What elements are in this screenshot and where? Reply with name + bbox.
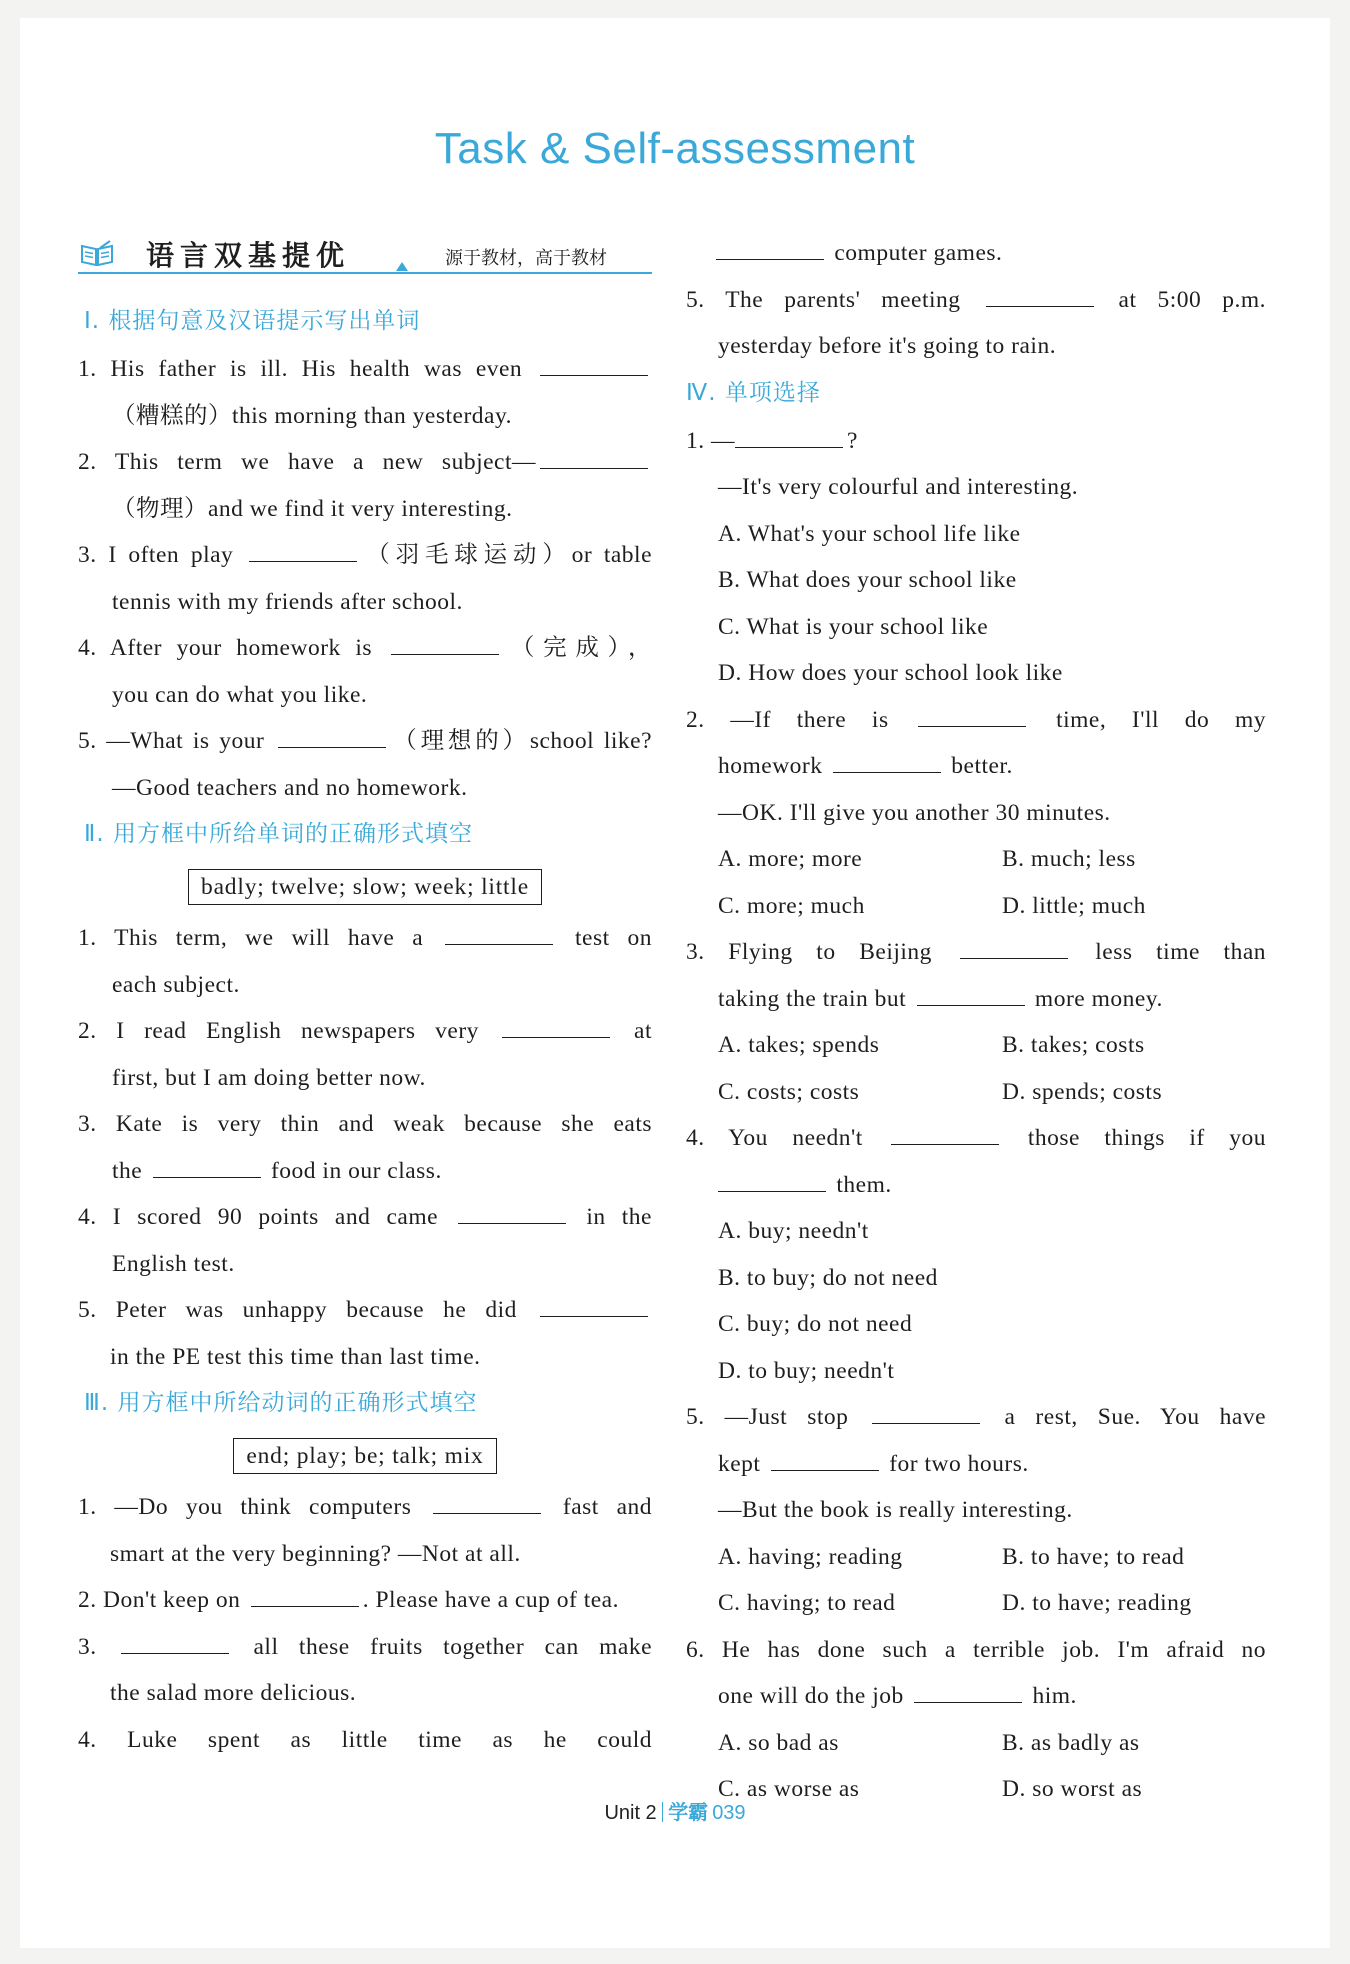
s4-q2-options-row2 — [686, 883, 1266, 930]
s3-q1-line2: smart at the very beginning? —Not at all. — [110, 1540, 521, 1567]
answer-blank[interactable] — [502, 1014, 610, 1038]
footer-divider — [662, 1802, 664, 1822]
answer-blank[interactable] — [251, 1583, 359, 1607]
s3-q4-line1: 4. Luke spent as little time as he could — [78, 1726, 652, 1753]
section-3-heading: Ⅲ. 用方框中所给动词的正确形式填空 — [84, 1390, 478, 1416]
answer-blank[interactable] — [433, 1490, 541, 1514]
s4-q5-options-row1 — [686, 1534, 1266, 1581]
s4-q1-option-c[interactable]: C. What is your school like — [718, 613, 989, 640]
s4-q4-option-a[interactable]: A. buy; needn't — [718, 1218, 869, 1244]
s3-q5-line2: yesterday before it's going to rain. — [718, 333, 1057, 359]
answer-blank[interactable] — [445, 921, 553, 945]
left-column — [78, 230, 652, 1763]
s4-q6-stem-2: one will do the job him. — [686, 1673, 1266, 1720]
answer-blank[interactable] — [718, 1168, 826, 1192]
s4-q4-option-d[interactable]: D. to buy; needn't — [718, 1357, 895, 1384]
s4-q1-stem: 1. — ? — [686, 418, 1266, 465]
s4-q1-reply: —It's very colourful and interesting. — [718, 474, 1079, 500]
s4-q6-option-c[interactable]: C. as worse as — [718, 1776, 860, 1802]
s4-q5-option-a[interactable]: A. having; reading — [718, 1543, 903, 1570]
s2-q3-line2: the food in our class. — [78, 1148, 652, 1195]
answer-blank[interactable] — [716, 236, 824, 260]
answer-blank[interactable] — [540, 352, 648, 376]
s4-q5-stem-2: kept for two hours. — [686, 1441, 1266, 1488]
s4-q3-option-b[interactable]: B. takes; costs — [1002, 1032, 1145, 1058]
s3-q5-line1: 5. The parents' meeting at 5:00 p.m. — [686, 277, 1266, 324]
s3-q3-line1: 3. all these fruits together can make — [78, 1624, 652, 1671]
verb-box: end; play; be; talk; mix — [233, 1438, 496, 1474]
s4-q6-option-d[interactable]: D. so worst as — [1002, 1776, 1143, 1802]
s4-q6-options-row1 — [686, 1720, 1266, 1767]
triangle-marker-icon — [396, 262, 408, 271]
s4-q4-stem: 4. You needn't those things if you — [686, 1115, 1266, 1162]
s1-q2-line2: （物理）and we find it very interesting. — [112, 495, 513, 522]
section-2-heading: Ⅱ. 用方框中所给单词的正确形式填空 — [84, 821, 473, 847]
banner-subtitle: 源于教材，高于教材 — [445, 248, 607, 269]
s4-q5-reply: —But the book is really interesting. — [718, 1497, 1073, 1523]
answer-blank[interactable] — [458, 1200, 566, 1224]
s1-q5-line1: 5. —What is your （理想的）school like? — [78, 718, 652, 765]
s4-q5-option-c[interactable]: C. having; to read — [718, 1590, 896, 1616]
s4-q5-option-b[interactable]: B. to have; to read — [1002, 1543, 1185, 1570]
s4-q5-stem: 5. —Just stop a rest, Sue. You have — [686, 1394, 1266, 1441]
s3-q4-line2: computer games. — [686, 230, 1266, 277]
answer-blank[interactable] — [735, 424, 843, 448]
s1-q1-line1: 1. His father is ill. His health was even — [78, 346, 652, 393]
answer-blank[interactable] — [771, 1447, 879, 1471]
s4-q6-stem: 6. He has done such a terrible job. I'm afraid no — [686, 1636, 1266, 1663]
s4-q6-option-b[interactable]: B. as badly as — [1002, 1729, 1140, 1756]
s1-q4-line2: you can do what you like. — [112, 681, 368, 708]
page-number: 039 — [712, 1802, 746, 1824]
s1-q1-line2: （糟糕的）this morning than yesterday. — [112, 402, 513, 429]
answer-blank[interactable] — [914, 1679, 1022, 1703]
s4-q2-option-b[interactable]: B. much; less — [1002, 846, 1136, 872]
s4-q3-stem-2: taking the train but more money. — [686, 976, 1266, 1023]
s2-q5-line1: 5. Peter was unhappy because he did — [78, 1287, 652, 1334]
word-box: badly; twelve; slow; week; little — [188, 869, 542, 905]
answer-blank[interactable] — [833, 749, 941, 773]
s4-q3-option-a[interactable]: A. takes; spends — [718, 1032, 880, 1058]
footer-unit: Unit 2 — [604, 1802, 657, 1824]
s4-q1-option-b[interactable]: B. What does your school like — [718, 567, 1017, 593]
section-banner — [78, 230, 652, 274]
s4-q2-stem-2: homework better. — [686, 743, 1266, 790]
s1-q3-line2: tennis with my friends after school. — [112, 588, 463, 615]
s4-q3-options-row1 — [686, 1022, 1266, 1069]
s2-q4-line1: 4. I scored 90 points and came in the — [78, 1194, 652, 1241]
s4-q1-option-a[interactable]: A. What's your school life like — [718, 520, 1021, 547]
s4-q5-option-d[interactable]: D. to have; reading — [1002, 1590, 1192, 1616]
answer-blank[interactable] — [540, 1293, 648, 1317]
s4-q2-option-a[interactable]: A. more; more — [718, 846, 863, 872]
s1-q4-line1: 4. After your homework is （完成）， — [78, 625, 652, 672]
answer-blank[interactable] — [391, 631, 499, 655]
page-title: Task & Self-assessment — [434, 124, 916, 173]
s4-q2-stem: 2. —If there is time, I'll do my — [686, 697, 1266, 744]
s3-q1-line1: 1. —Do you think computers fast and — [78, 1484, 652, 1531]
s4-q2-reply: —OK. I'll give you another 30 minutes. — [718, 799, 1111, 826]
banner-title: 语言双基提优 — [146, 239, 351, 272]
s4-q4-option-b[interactable]: B. to buy; do not need — [718, 1264, 938, 1291]
answer-blank[interactable] — [918, 703, 1026, 727]
s3-q3-line2: the salad more delicious. — [110, 1680, 357, 1706]
answer-blank[interactable] — [960, 935, 1068, 959]
s4-q1-option-d[interactable]: D. How does your school look like — [718, 660, 1063, 686]
s4-q3-option-c[interactable]: C. costs; costs — [718, 1078, 860, 1105]
s3-q2-line1: 2. Don't keep on . Please have a cup of tea. — [78, 1577, 652, 1624]
s2-q3-line1: 3. Kate is very thin and weak because she eats — [78, 1111, 652, 1137]
verb-box-row — [78, 1428, 652, 1484]
answer-blank[interactable] — [917, 982, 1025, 1006]
s1-q2-line1: 2. This term we have a new subject— — [78, 439, 652, 486]
section-1-heading: Ⅰ. 根据句意及汉语提示写出单词 — [84, 308, 421, 334]
answer-blank[interactable] — [278, 724, 386, 748]
s4-q2-option-d[interactable]: D. little; much — [1002, 892, 1146, 919]
s2-q4-line2: English test. — [112, 1250, 235, 1277]
s4-q2-option-c[interactable]: C. more; much — [718, 892, 865, 919]
right-column — [686, 230, 1266, 1813]
answer-blank[interactable] — [872, 1400, 980, 1424]
word-box-row — [78, 859, 652, 915]
answer-blank[interactable] — [891, 1121, 999, 1145]
footer-brand: 学霸 — [668, 1800, 709, 1824]
answer-blank[interactable] — [249, 538, 357, 562]
s4-q6-option-a[interactable]: A. so bad as — [718, 1729, 839, 1756]
s2-q2-line2: first, but I am doing better now. — [112, 1064, 426, 1091]
s1-q5-line2: —Good teachers and no homework. — [112, 774, 468, 801]
s4-q3-stem: 3. Flying to Beijing less time than — [686, 929, 1266, 976]
s2-q1-line1: 1. This term, we will have a test on — [78, 915, 652, 962]
section-4-heading: Ⅳ. 单项选择 — [686, 379, 821, 406]
page-footer — [0, 1796, 1350, 1825]
s2-q5-line2: in the PE test this time than last time. — [110, 1343, 481, 1370]
answer-blank[interactable] — [121, 1630, 229, 1654]
s1-q3-line1: 3. I often play （羽毛球运动）or table — [78, 532, 652, 579]
s4-q4-option-c[interactable]: C. buy; do not need — [718, 1311, 913, 1337]
answer-blank[interactable] — [153, 1154, 261, 1178]
s2-q1-line2: each subject. — [112, 971, 240, 998]
s4-q4-stem-2: them. — [686, 1162, 1266, 1209]
s4-q2-options-row1 — [686, 836, 1266, 883]
open-book-icon — [80, 240, 114, 266]
answer-blank[interactable] — [540, 445, 648, 469]
s2-q2-line1: 2. I read English newspapers very at — [78, 1008, 652, 1055]
s4-q3-options-row2 — [686, 1069, 1266, 1116]
s4-q5-options-row2 — [686, 1580, 1266, 1627]
answer-blank[interactable] — [986, 283, 1094, 307]
s4-q3-option-d[interactable]: D. spends; costs — [1002, 1078, 1163, 1105]
